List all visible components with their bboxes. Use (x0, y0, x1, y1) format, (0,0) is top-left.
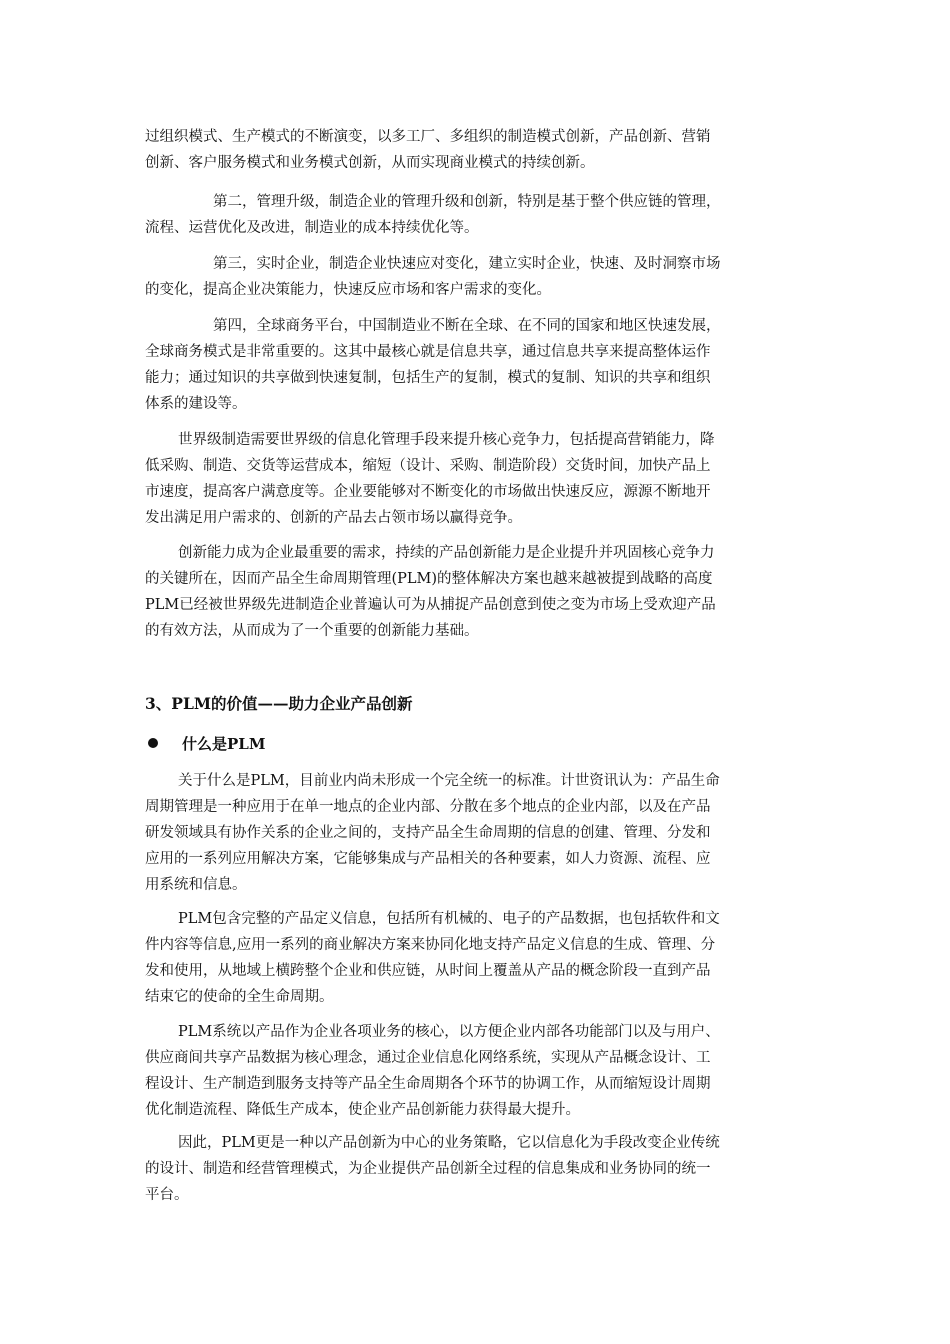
bullet-item (145, 730, 265, 758)
text-line: 件内容等信息,应用一系列的商业解决方案来协同化地支持产品定义信息的生成、管理、分 (145, 937, 716, 953)
text-line: 创新能力成为企业最重要的需求，持续的产品创新能力是企业提升并巩固核心竞争力 (178, 545, 715, 561)
text-line: 优化制造流程、降低生产成本，使企业产品创新能力获得最大提升。 (145, 1102, 580, 1118)
section-heading: 3、PLM的价值——助力企业产品创新 (145, 694, 413, 713)
text-line: 第二，管理升级，制造企业的管理升级和创新，特别是基于整个供应链的管理， (213, 194, 721, 210)
text-line: 的变化，提高企业决策能力，快速反应市场和客户需求的变化。 (145, 282, 551, 298)
bullet-dot-icon (148, 738, 158, 748)
paragraph-fourth (145, 313, 805, 417)
text-line: 结束它的使命的全生命周期。 (145, 989, 334, 1005)
text-line: 程设计、生产制造到服务支持等产品全生命周期各个环节的协调工作，从而缩短设计周期 (145, 1076, 711, 1092)
paragraph-plm-contents (145, 906, 805, 1010)
text-line: 应用的一系列应用解决方案，它能够集成与产品相关的各种要素，如人力资源、流程、应 (145, 851, 711, 867)
paragraph-third (145, 251, 805, 303)
text-line: 第三，实时企业，制造企业快速应对变化，建立实时企业，快速、及时洞察市场 (213, 256, 721, 272)
text-line: 的关键所在，因而产品全生命周期管理(PLM)的整体解决方案也越来越被提到战略的高度 (145, 571, 713, 587)
text-line: 供应商间共享产品数据为核心理念，通过企业信息化网络系统，实现从产品概念设计、工 (145, 1050, 711, 1066)
paragraph-world-class (145, 427, 805, 531)
text-line: 平台。 (145, 1187, 189, 1203)
text-line: 市速度，提高客户满意度等。企业要能够对不断变化的市场做出快速反应，源源不断地开 (145, 484, 711, 500)
text-line: 能力；通过知识的共享做到快速复制，包括生产的复制，模式的复制、知识的共享和组织 (145, 370, 711, 386)
text-line: 因此，PLM更是一种以产品创新为中心的业务策略，它以信息化为手段改变企业传统 (178, 1135, 720, 1151)
text-line: 的有效方法，从而成为了一个重要的创新能力基础。 (145, 623, 479, 639)
text-line: 研发领域具有协作关系的企业之间的，支持产品全生命周期的信息的创建、管理、分发和 (145, 825, 711, 841)
text-line: 的设计、制造和经营管理模式，为企业提供产品创新全过程的信息集成和业务协同的统一 (145, 1161, 711, 1177)
text-line: 发出满足用户需求的、创新的产品去占领市场以赢得竞争。 (145, 510, 522, 526)
bullet-label: 什么是PLM (182, 735, 266, 753)
text-line: 第四，全球商务平台，中国制造业不断在全球、在不同的国家和地区快速发展， (213, 318, 721, 334)
text-line: 体系的建设等。 (145, 396, 247, 412)
text-line: PLM已经被世界级先进制造企业普遍认可为从捕捉产品创意到使之变为市场上受欢迎产品 (145, 597, 716, 613)
text-line: 低采购、制造、交货等运营成本，缩短（设计、采购、制造阶段）交货时间，加快产品上 (145, 458, 711, 474)
text-line: 周期管理是一种应用于在单一地点的企业内部、分散在多个地点的企业内部，以及在产品 (145, 799, 711, 815)
text-line: 发和使用，从地域上横跨整个企业和供应链，从时间上覆盖从产品的概念阶段一直到产品 (145, 963, 711, 979)
paragraph-plm-system (145, 1019, 805, 1123)
paragraph-plm-definition (145, 768, 805, 898)
text-line: PLM系统以产品作为企业各项业务的核心，以方便企业内部各功能部门以及与用户、 (178, 1024, 720, 1040)
text-line: PLM包含完整的产品定义信息，包括所有机械的、电子的产品数据，也包括软件和文 (178, 911, 720, 927)
text-line: 关于什么是PLM，目前业内尚未形成一个完全统一的标准。计世资讯认为：产品生命 (178, 773, 720, 789)
paragraph-innovation (145, 540, 805, 644)
text-line: 全球商务模式是非常重要的。这其中最核心就是信息共享，通过信息共享来提高整体运作 (145, 344, 711, 360)
paragraph-continuation (145, 124, 805, 176)
text-line: 过组织模式、生产模式的不断演变，以多工厂、多组织的制造模式创新，产品创新、营销 (145, 129, 711, 145)
text-line: 创新、客户服务模式和业务模式创新，从而实现商业模式的持续创新。 (145, 155, 595, 171)
text-line: 流程、运营优化及改进，制造业的成本持续优化等。 (145, 220, 479, 236)
paragraph-second (145, 189, 805, 241)
paragraph-plm-strategy (145, 1130, 805, 1208)
text-line: 用系统和信息。 (145, 877, 247, 893)
text-line: 世界级制造需要世界级的信息化管理手段来提升核心竞争力，包括提高营销能力，降 (178, 432, 715, 448)
